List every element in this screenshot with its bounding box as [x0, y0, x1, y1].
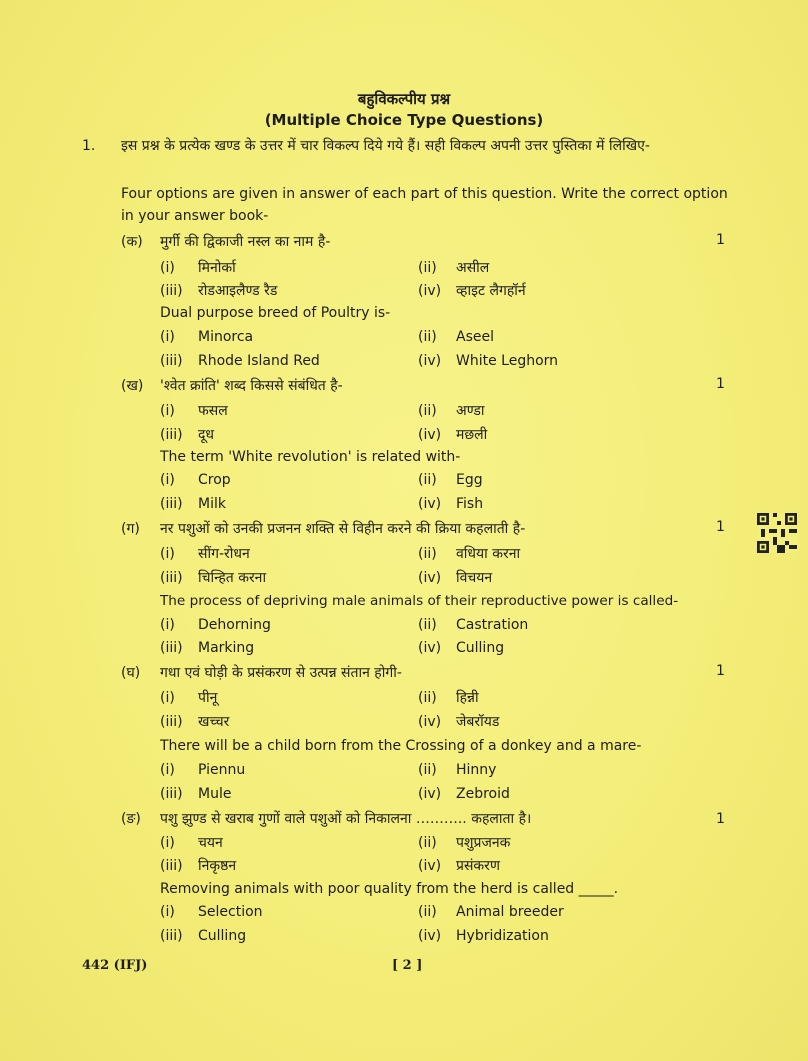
option-text: चिन्हित करना — [198, 570, 267, 586]
stem-english: Dual purpose breed of Poultry is- — [160, 305, 391, 321]
option-hindi — [160, 833, 223, 852]
option-numeral: (iii) — [160, 928, 183, 944]
option-hindi — [418, 425, 487, 444]
option-numeral: (iv) — [418, 570, 442, 586]
option-text: असील — [456, 260, 490, 276]
stem-english: The process of depriving male animals of their reproductive power is called- — [160, 593, 679, 609]
option-text: Hybridization — [456, 928, 549, 944]
option-text: Egg — [456, 472, 483, 488]
option-numeral: (iv) — [418, 786, 442, 802]
option-english — [418, 329, 494, 345]
option-text: Minorca — [198, 329, 254, 345]
option-hindi — [160, 425, 214, 444]
option-hindi — [160, 568, 266, 587]
option-numeral: (i) — [160, 472, 175, 488]
stem-hindi: नर पशुओं को उनकी प्रजनन शक्ति से विहीन करने की क्रिया कहलाती है- — [160, 521, 526, 537]
option-numeral: (iii) — [160, 714, 183, 730]
option-numeral: (iv) — [418, 640, 442, 656]
option-hindi — [418, 688, 479, 707]
option-numeral: (ii) — [418, 329, 437, 345]
part-label: (क) — [121, 234, 143, 250]
option-text: Rhode Island Red — [198, 353, 320, 369]
option-hindi — [160, 688, 217, 707]
option-hindi — [418, 833, 510, 852]
option-text: मछली — [456, 427, 488, 443]
option-numeral: (iv) — [418, 928, 442, 944]
option-numeral: (iii) — [160, 427, 183, 443]
part-label: (ग) — [121, 521, 140, 537]
option-text: खच्चर — [198, 714, 230, 730]
option-text: Zebroid — [456, 786, 510, 802]
option-numeral: (i) — [160, 329, 175, 345]
option-text: Castration — [456, 617, 529, 633]
option-english — [418, 762, 496, 778]
option-text: सींग-रोधन — [198, 546, 250, 562]
option-numeral: (i) — [160, 690, 175, 706]
option-hindi — [418, 856, 500, 875]
option-english — [418, 786, 510, 802]
stem-english: There will be a child born from the Crossing of a donkey and a mare- — [160, 738, 642, 754]
marks: 1 — [716, 519, 725, 535]
option-hindi — [418, 281, 526, 300]
part-label: (घ) — [121, 665, 141, 681]
option-english — [418, 472, 483, 488]
option-numeral: (iii) — [160, 570, 183, 586]
option-numeral: (iv) — [418, 858, 442, 874]
option-numeral: (iii) — [160, 283, 183, 299]
paper-code: 442 (IFJ) — [82, 958, 148, 973]
option-numeral: (i) — [160, 904, 175, 920]
marks: 1 — [716, 811, 725, 827]
option-numeral: (i) — [160, 617, 175, 633]
question-number: 1. — [82, 138, 96, 154]
option-text: चयन — [198, 835, 223, 851]
option-text: Aseel — [456, 329, 494, 345]
option-numeral: (iv) — [418, 283, 442, 299]
option-hindi — [160, 401, 228, 420]
option-text: Milk — [198, 496, 226, 512]
option-numeral: (i) — [160, 403, 175, 419]
option-numeral: (ii) — [418, 690, 437, 706]
option-text: Crop — [198, 472, 231, 488]
option-text: मिनोर्का — [198, 260, 236, 276]
option-english — [418, 496, 483, 512]
option-english — [160, 928, 246, 944]
stem-hindi: पशु झुण्ड से खराब गुणों वाले पशुओं को निकालना ……….. कहलाता है। — [160, 811, 532, 827]
stem-hindi: 'श्वेत क्रांति' शब्द किससे संबंधित है- — [160, 378, 343, 394]
option-numeral: (iii) — [160, 496, 183, 512]
option-english — [160, 904, 263, 920]
option-hindi — [418, 258, 489, 277]
option-numeral: (ii) — [418, 260, 437, 276]
part-label: (ख) — [121, 378, 144, 394]
option-numeral: (ii) — [418, 546, 437, 562]
option-numeral: (ii) — [418, 403, 437, 419]
option-numeral: (iii) — [160, 640, 183, 656]
option-numeral: (iv) — [418, 496, 442, 512]
option-numeral: (i) — [160, 546, 175, 562]
option-numeral: (ii) — [418, 617, 437, 633]
option-text: अण्डा — [456, 403, 485, 419]
part-label: (ङ) — [121, 811, 141, 827]
instruction-english: Four options are given in answer of each part of this question. Write the correct option in your answer book- — [121, 186, 728, 224]
option-text: Culling — [456, 640, 505, 656]
option-english — [418, 353, 558, 369]
option-text: निकृष्ठन — [198, 858, 237, 874]
option-text: Marking — [198, 640, 255, 656]
option-numeral: (iii) — [160, 786, 183, 802]
option-hindi — [160, 712, 229, 731]
section-title-hindi: बहुविकल्पीय प्रश्न — [357, 90, 451, 108]
option-english — [160, 472, 231, 488]
option-hindi — [160, 281, 277, 300]
stem-english: The term 'White revolution' is related with- — [160, 449, 461, 465]
option-english — [160, 329, 253, 345]
option-english — [418, 617, 528, 633]
marks: 1 — [716, 376, 725, 392]
option-text: जेबरॉयड — [456, 714, 500, 730]
option-english — [418, 904, 564, 920]
option-numeral: (iv) — [418, 714, 442, 730]
stem-english: Removing animals with poor quality from the herd is called _____. — [160, 881, 619, 897]
option-text: Fish — [456, 496, 484, 512]
option-text: Dehorning — [198, 617, 271, 633]
option-english — [160, 617, 271, 633]
option-english — [160, 640, 254, 656]
stem-hindi: मुर्गी की द्विकाजी नस्ल का नाम है- — [160, 234, 331, 250]
option-hindi — [418, 544, 520, 563]
option-text: Hinny — [456, 762, 497, 778]
option-text: हिन्नी — [456, 690, 479, 706]
option-text: Piennu — [198, 762, 246, 778]
option-text: पशुप्रजनक — [456, 835, 511, 851]
option-text: Selection — [198, 904, 263, 920]
option-text: विचयन — [456, 570, 493, 586]
option-numeral: (ii) — [418, 762, 437, 778]
option-hindi — [160, 544, 250, 563]
option-english — [160, 762, 245, 778]
option-text: दूध — [198, 427, 215, 443]
marks: 1 — [716, 232, 725, 248]
instruction-hindi: इस प्रश्न के प्रत्येक खण्ड के उत्तर में चार विकल्प दिये गये हैं। सही विकल्प अपनी उत्तर पुस्तिका में लिखिए- — [121, 138, 650, 154]
option-english — [160, 496, 226, 512]
option-hindi — [418, 568, 492, 587]
option-numeral: (i) — [160, 835, 175, 851]
option-numeral: (iv) — [418, 427, 442, 443]
option-numeral: (ii) — [418, 472, 437, 488]
option-numeral: (i) — [160, 260, 175, 276]
option-hindi — [418, 712, 499, 731]
option-english — [418, 640, 504, 656]
option-hindi — [418, 401, 484, 420]
option-text: Mule — [198, 786, 232, 802]
option-hindi — [160, 258, 236, 277]
section-title-english: (Multiple Choice Type Questions) — [264, 111, 544, 129]
page-number: [ 2 ] — [392, 958, 423, 973]
option-text: Culling — [198, 928, 247, 944]
option-text: वधिया करना — [456, 546, 521, 562]
option-english — [160, 786, 231, 802]
option-text: व्हाइट लैगहॉर्न — [456, 283, 526, 299]
option-numeral: (ii) — [418, 904, 437, 920]
stem-hindi: गधा एवं घोड़ी के प्रसंकरण से उत्पन्न संतान होगी- — [160, 665, 402, 681]
option-numeral: (iii) — [160, 858, 183, 874]
option-text: पीनू — [198, 690, 218, 706]
option-text: White Leghorn — [456, 353, 559, 369]
option-numeral: (iii) — [160, 353, 183, 369]
option-numeral: (iv) — [418, 353, 442, 369]
option-text: Animal breeder — [456, 904, 564, 920]
option-numeral: (ii) — [418, 835, 437, 851]
option-text: फसल — [198, 403, 228, 419]
option-text: रोडआइलैण्ड रैड — [198, 283, 278, 299]
option-hindi — [160, 856, 236, 875]
marks: 1 — [716, 663, 725, 679]
option-text: प्रसंकरण — [456, 858, 501, 874]
qr-code-icon — [757, 513, 797, 553]
option-numeral: (i) — [160, 762, 175, 778]
option-english — [418, 928, 549, 944]
option-english — [160, 353, 320, 369]
